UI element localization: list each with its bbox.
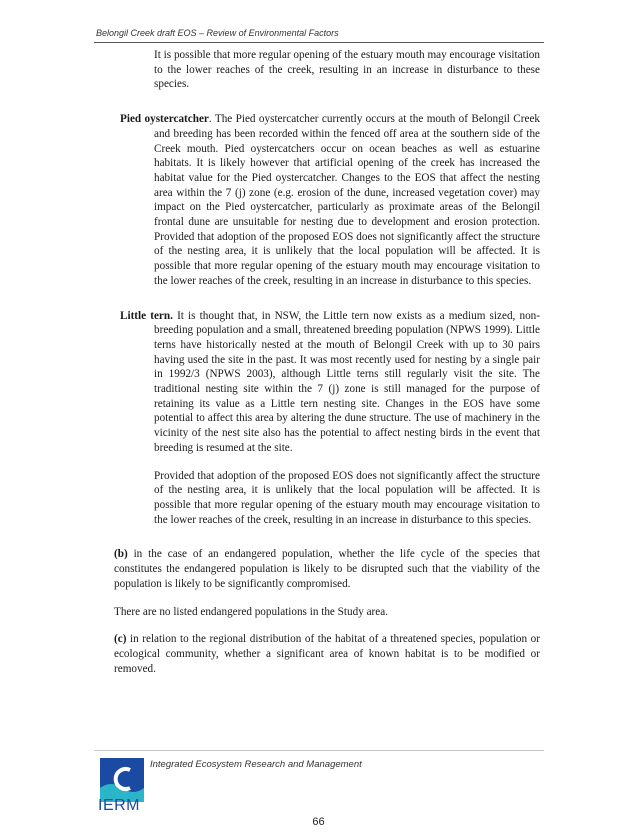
pied-oystercatcher-paragraph (120, 112, 540, 288)
header-rule (94, 42, 544, 43)
page-number: 66 (312, 816, 325, 828)
criterion-c-label: (c) (114, 633, 127, 646)
little-tern-followup: Provided that adoption of the proposed EOS does not significantly affect the structure of the nesting area, it is unlikely that the local population will be affected. It is possible that more regular opening of the estuary mouth may encourage visitation to the lower reaches of the creek, resulting in an increase in disturbance to this species. (154, 469, 540, 526)
pied-oystercatcher-text: . The Pied oystercatcher currently occurs at the mouth of Belongil Creek and breeding has been recorded within the fenced off area at the southern side of the Creek mouth. Pied oystercatchers occur on ocean beaches as well as estuarine habitats. It is likely however that artificial opening of the creek has increased the habitat value for the Pied oystercatcher. Changes to the EOS that affect the nesting area within the 7 (j) zone (e.g. erosion of the dune, increased vegetation cover) may impact on the Pied oystercatcher, particularly as proximate areas of the Belongil frontal dune are unsuitable for nesting due to development and erosion protection. Provided that adoption of the proposed EOS does not significantly affect the structure of the nesting area, it is unlikely that the local population will be affected. It is possible that more regular opening of the estuary mouth may encourage visitation to the lower reaches of the creek, resulting in an increase in disturbance to this species. (154, 113, 540, 287)
no-populations-statement: There are no listed endangered populations in the Study area. (114, 605, 389, 618)
ierm-logo-text: IERM (98, 797, 140, 814)
ierm-logo-icon (100, 758, 144, 802)
document-body (114, 48, 540, 676)
little-tern-text: It is thought that, in NSW, the Little tern now exists as a medium sized, non-breeding population and a small, threatened breeding population (NPWS 1999). Little terns have historically nested at the mouth of Belongil Creek with up to 30 pairs having used the site in the past. It was most recently used for nesting by a single pair in 1992/3 (NPWS 2003), although Little terns still regularly visit the site. The traditional nesting site within the 7 (j) zone is still managed for the purpose of retaining its value as a Little tern nesting site. Changes in the EOS have some potential to affect this area by altering the dune structure. The use of machinery in the vicinity of the nest site also has the potential to affect nesting birds in the event that breeding is resumed at the site. (154, 309, 540, 454)
criterion-c-text: in relation to the regional distribution of the habitat of a threatened species, population or ecological community, whether a significant area of known habitat is to be modified or removed. (114, 633, 540, 675)
criterion-b-label: (b) (114, 548, 128, 561)
criterion-b-text: in the case of an endangered population, whether the life cycle of the species that constitutes the endangered population is likely to be disrupted such that the viability of the population is likely to be significantly compromised. (114, 548, 540, 590)
criterion-b-paragraph (114, 547, 540, 591)
pied-oystercatcher-term: Pied oystercatcher (120, 113, 209, 126)
running-header: Belongil Creek draft EOS – Review of Environmental Factors (96, 28, 339, 38)
footer-rule (94, 750, 544, 751)
criterion-c-paragraph (114, 632, 540, 676)
intro-paragraph: It is possible that more regular opening of the estuary mouth may encourage visitation to the lower reaches of the creek, resulting in an increase in disturbance to these species. (154, 49, 540, 91)
little-tern-paragraph (120, 309, 540, 456)
little-tern-term: Little tern. (120, 309, 173, 322)
footer-org-name: Integrated Ecosystem Research and Management (150, 759, 362, 770)
